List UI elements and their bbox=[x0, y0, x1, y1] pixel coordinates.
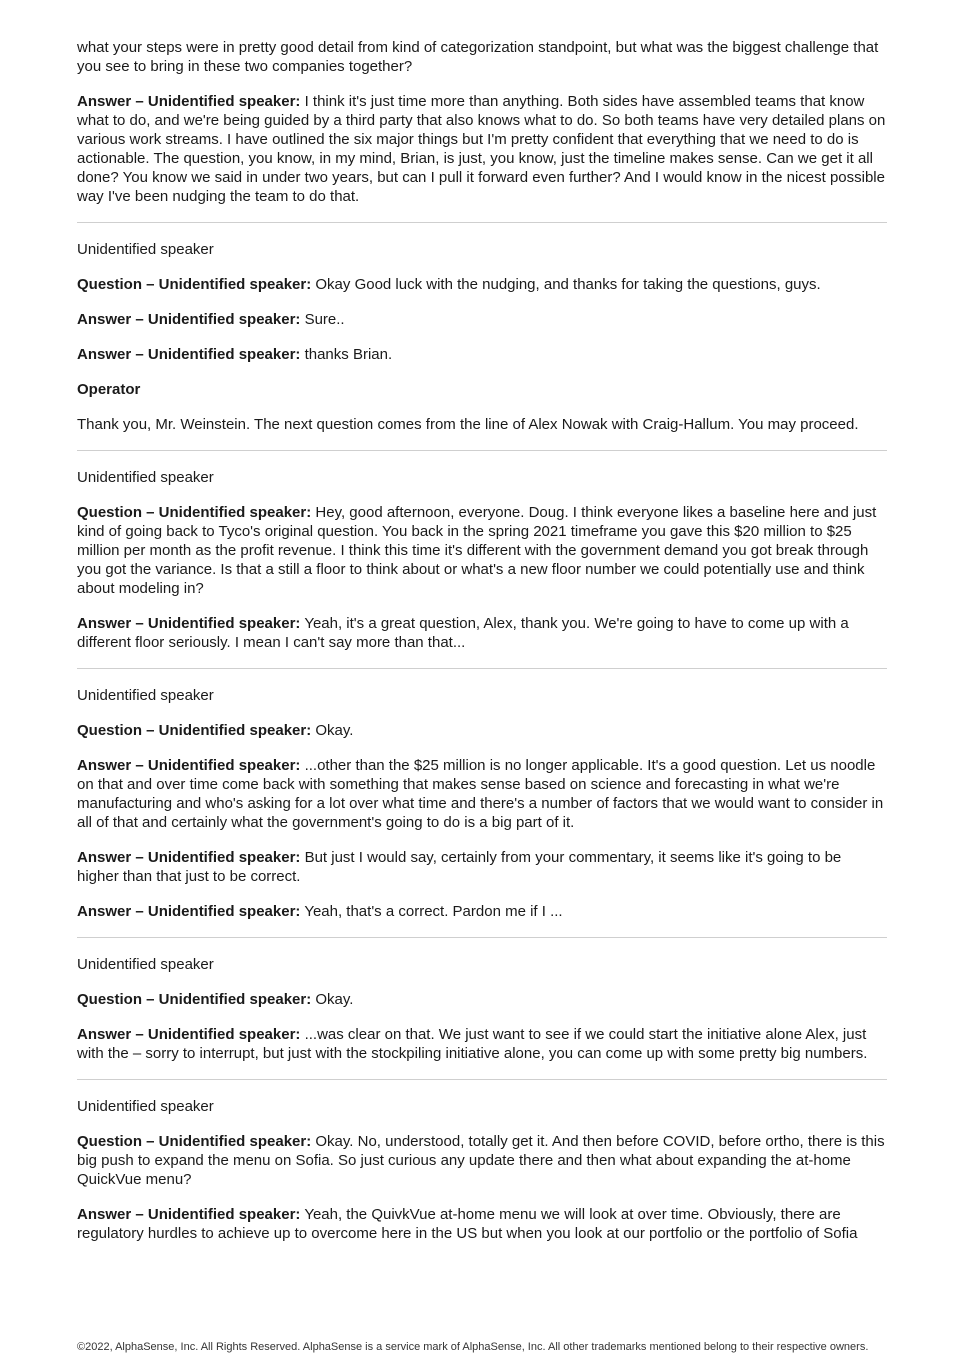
question-label: Question – Unidentified speaker: bbox=[77, 722, 312, 739]
answer-text: But just I would say, certainly from your commentary, it seems like it's going to be higher than that just to be correct. bbox=[77, 849, 842, 885]
answer-label: Answer – Unidentified speaker: bbox=[77, 757, 301, 774]
question-label: Question – Unidentified speaker: bbox=[77, 1133, 312, 1150]
question-paragraph bbox=[77, 1132, 887, 1189]
intro-paragraph: what your steps were in pretty good detail from kind of categorization standpoint, but what was the biggest challenge that you see to bring in these two companies together? bbox=[77, 39, 879, 75]
question-paragraph bbox=[77, 503, 887, 598]
speaker-heading: Unidentified speaker bbox=[77, 956, 214, 973]
answer-paragraph bbox=[77, 1205, 887, 1243]
question-text: Okay. bbox=[315, 991, 354, 1008]
answer-label: Answer – Unidentified speaker: bbox=[77, 93, 301, 110]
answer-text: ...other than the $25 million is no longer applicable. It's a good question. Let us noodle on that and over time come back with something that makes sense based on science and forecasting in what we're manufacturing and who's asking for a lot over what time and there's a number of factors that we would want to consider in all of that and certainly what the government's going to do is a big part of it. bbox=[77, 757, 884, 831]
operator-text: Thank you, Mr. Weinstein. The next question comes from the line of Alex Nowak with Craig-Hallum. You may proceed. bbox=[77, 416, 859, 433]
answer-label: Answer – Unidentified speaker: bbox=[77, 615, 301, 632]
answer-paragraph bbox=[77, 345, 887, 364]
question-paragraph bbox=[77, 721, 887, 740]
answer-label: Answer – Unidentified speaker: bbox=[77, 346, 301, 363]
answer-paragraph bbox=[77, 902, 887, 921]
speaker-heading: Unidentified speaker bbox=[77, 469, 214, 486]
section-divider bbox=[77, 1079, 887, 1080]
answer-text: thanks Brian. bbox=[304, 346, 393, 363]
question-text: Okay Good luck with the nudging, and thanks for taking the questions, guys. bbox=[315, 276, 821, 293]
section-divider bbox=[77, 222, 887, 223]
answer-paragraph bbox=[77, 848, 887, 886]
answer-paragraph bbox=[77, 614, 887, 652]
speaker-heading: Unidentified speaker bbox=[77, 1098, 214, 1115]
question-label: Question – Unidentified speaker: bbox=[77, 276, 312, 293]
question-label: Question – Unidentified speaker: bbox=[77, 504, 312, 521]
section-divider bbox=[77, 450, 887, 451]
answer-text: Yeah, it's a great question, Alex, thank you. We're going to have to come up with a different floor seriously. I mean I can't say more than that... bbox=[77, 615, 849, 651]
answer-text: Sure.. bbox=[304, 311, 345, 328]
speaker-heading: Unidentified speaker bbox=[77, 241, 214, 258]
section-divider bbox=[77, 668, 887, 669]
question-text: Okay. bbox=[315, 722, 354, 739]
answer-text: I think it's just time more than anything. Both sides have assembled teams that know what to do, and we're being guided by a third party that also knows what to do. So both teams have very detailed plans on various work streams. I have outlined the six major things but I'm pretty confident that everything that we need to do is actionable. The question, you know, in my mind, Brian, is just, you know, just the timeline makes sense. Can we get it all done? You know we said in under two years, but can I pull it forward even further? And I would know in the nicest possible way I've been nudging the team to do that. bbox=[77, 93, 886, 205]
answer-paragraph bbox=[77, 1025, 887, 1063]
transcript-page bbox=[77, 38, 887, 1259]
answer-label: Answer – Unidentified speaker: bbox=[77, 311, 301, 328]
answer-label: Answer – Unidentified speaker: bbox=[77, 849, 301, 866]
copyright-footer: ©2022, AlphaSense, Inc. All Rights Reserved. AlphaSense is a service mark of AlphaSense, Inc. All other trademarks mentioned belong to their respective owners. bbox=[77, 1341, 869, 1353]
answer-paragraph bbox=[77, 92, 887, 206]
question-paragraph bbox=[77, 990, 887, 1009]
question-text: Hey, good afternoon, everyone. Doug. I think everyone likes a baseline here and just kind of going back to Tyco's original question. You back in the spring 2021 timeframe you gave this $20 million to $25 million per month as the profit revenue. I think this time it's different with the government demand you got break through you got the variance. Is that a still a floor to think about or what's a new floor number we could potentially use and think about modeling in? bbox=[77, 504, 877, 597]
answer-label: Answer – Unidentified speaker: bbox=[77, 1206, 301, 1223]
answer-label: Answer – Unidentified speaker: bbox=[77, 1026, 301, 1043]
operator-heading: Operator bbox=[77, 381, 141, 398]
question-label: Question – Unidentified speaker: bbox=[77, 991, 312, 1008]
section-divider bbox=[77, 937, 887, 938]
answer-label: Answer – Unidentified speaker: bbox=[77, 903, 301, 920]
answer-paragraph bbox=[77, 310, 887, 329]
answer-text: Yeah, that's a correct. Pardon me if I ... bbox=[304, 903, 563, 920]
speaker-heading: Unidentified speaker bbox=[77, 687, 214, 704]
question-text: Okay. No, understood, totally get it. And then before COVID, before ortho, there is this big push to expand the menu on Sofia. So just curious any update there and then what about expanding the at-home QuickVue menu? bbox=[77, 1133, 885, 1188]
question-paragraph bbox=[77, 275, 887, 294]
answer-text: Yeah, the QuivkVue at-home menu we will look at over time. Obviously, there are regulatory hurdles to achieve up to overcome here in the US but when you look at our portfolio or the portfolio of Sofia bbox=[77, 1206, 858, 1242]
answer-text: ...was clear on that. We just want to see if we could start the initiative alone Alex, just with the – sorry to interrupt, but just with the stockpiling initiative alone, you can come up with some pretty big numbers. bbox=[77, 1026, 868, 1062]
answer-paragraph bbox=[77, 756, 887, 832]
